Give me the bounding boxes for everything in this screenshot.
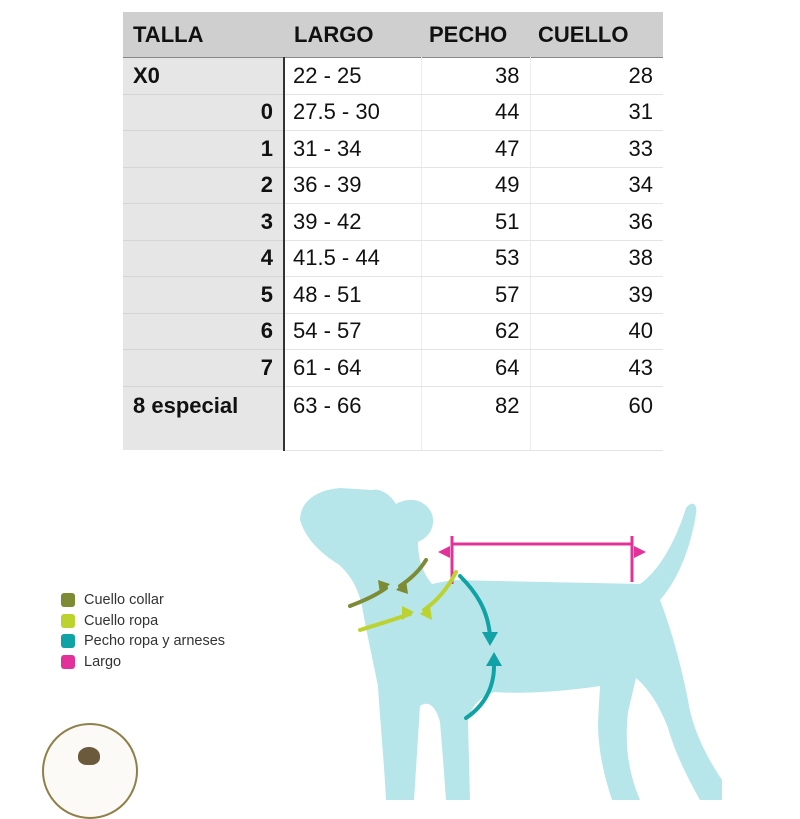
talla-cell: 0 xyxy=(123,94,284,131)
talla-cell: 8 especial xyxy=(123,386,284,450)
legend-label: Cuello collar xyxy=(84,592,164,609)
table-row xyxy=(123,131,663,168)
swatch-icon xyxy=(61,614,75,628)
legend-label: Cuello ropa xyxy=(84,612,159,629)
swatch-icon xyxy=(61,634,75,648)
cuello-cell: 33 xyxy=(530,131,663,168)
pecho-cell: 44 xyxy=(421,94,530,131)
legend-item-cuello-collar xyxy=(61,590,225,611)
dog-logo-icon xyxy=(78,747,100,765)
legend-label: Largo xyxy=(84,653,122,670)
table-row xyxy=(123,313,663,350)
cuello-cell: 60 xyxy=(530,386,663,450)
pecho-cell: 57 xyxy=(421,277,530,314)
table-row xyxy=(123,240,663,277)
talla-cell: 7 xyxy=(123,350,284,387)
largo-cell: 27.5 - 30 xyxy=(284,94,421,131)
measurement-legend xyxy=(61,590,225,672)
largo-cell: 31 - 34 xyxy=(284,131,421,168)
table-row xyxy=(123,350,663,387)
talla-cell: 4 xyxy=(123,240,284,277)
largo-cell: 36 - 39 xyxy=(284,167,421,204)
table-row xyxy=(123,58,663,95)
legend-item-largo xyxy=(61,652,225,673)
table-row xyxy=(123,386,663,450)
cuello-cell: 38 xyxy=(530,240,663,277)
header-cuello: CUELLO xyxy=(530,12,663,58)
pecho-cell: 53 xyxy=(421,240,530,277)
cuello-cell: 36 xyxy=(530,204,663,241)
largo-cell: 48 - 51 xyxy=(284,277,421,314)
largo-cell: 39 - 42 xyxy=(284,204,421,241)
largo-measure-arrow xyxy=(438,536,646,584)
table-row xyxy=(123,277,663,314)
table-header-row xyxy=(123,12,663,58)
size-table xyxy=(123,12,663,451)
swatch-icon xyxy=(61,593,75,607)
legend-item-cuello-ropa xyxy=(61,611,225,632)
largo-cell: 22 - 25 xyxy=(284,58,421,95)
pecho-cell: 38 xyxy=(421,58,530,95)
pecho-cell: 64 xyxy=(421,350,530,387)
legend-item-pecho xyxy=(61,631,225,652)
pecho-cell: 82 xyxy=(421,386,530,450)
pecho-cell: 49 xyxy=(421,167,530,204)
cuello-cell: 43 xyxy=(530,350,663,387)
talla-cell: 3 xyxy=(123,204,284,241)
largo-cell: 54 - 57 xyxy=(284,313,421,350)
talla-cell: 1 xyxy=(123,131,284,168)
header-pecho: PECHO xyxy=(421,12,530,58)
pecho-cell: 51 xyxy=(421,204,530,241)
largo-cell: 61 - 64 xyxy=(284,350,421,387)
largo-cell: 41.5 - 44 xyxy=(284,240,421,277)
talla-cell: X0 xyxy=(123,58,284,95)
header-talla: TALLA xyxy=(123,12,284,58)
cuello-cell: 31 xyxy=(530,94,663,131)
pecho-cell: 62 xyxy=(421,313,530,350)
pecho-cell: 47 xyxy=(421,131,530,168)
header-largo: LARGO xyxy=(284,12,421,58)
cuello-cell: 39 xyxy=(530,277,663,314)
largo-cell: 63 - 66 xyxy=(284,386,421,450)
table-row xyxy=(123,204,663,241)
talla-cell: 6 xyxy=(123,313,284,350)
talla-cell: 2 xyxy=(123,167,284,204)
talla-cell: 5 xyxy=(123,277,284,314)
cuello-cell: 28 xyxy=(530,58,663,95)
table-row xyxy=(123,167,663,204)
brand-logo xyxy=(42,723,138,819)
legend-label: Pecho ropa y arneses xyxy=(84,633,226,650)
cuello-cell: 40 xyxy=(530,313,663,350)
table-row xyxy=(123,94,663,131)
dog-silhouette xyxy=(300,488,722,800)
swatch-icon xyxy=(61,655,75,669)
cuello-cell: 34 xyxy=(530,167,663,204)
